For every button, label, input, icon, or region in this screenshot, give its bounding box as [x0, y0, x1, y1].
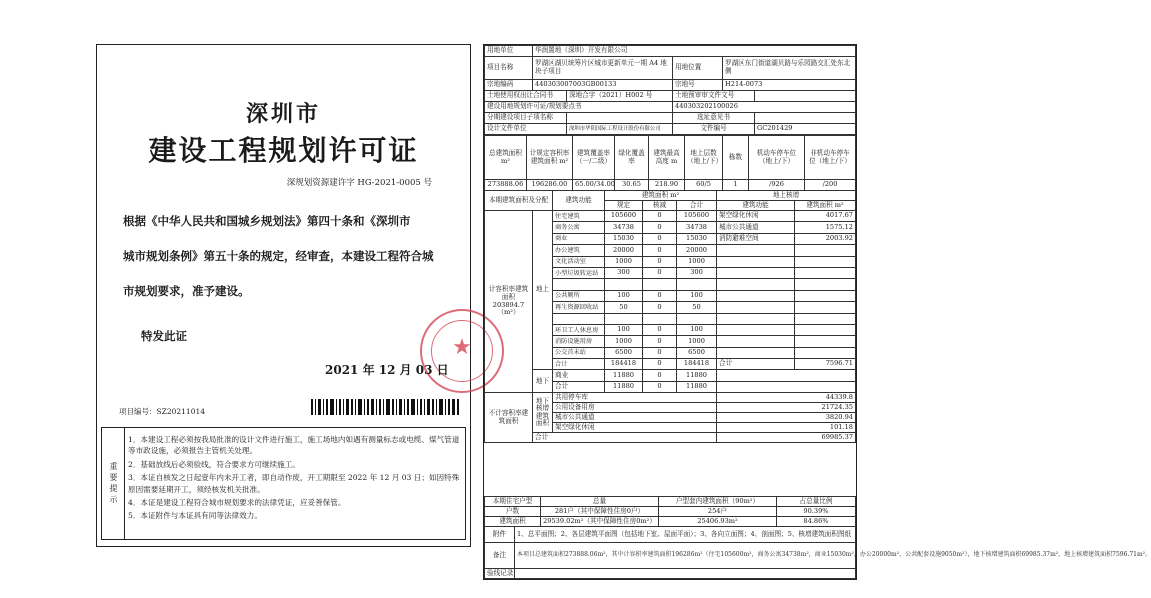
- label-parcel-code: 宗地编码: [485, 80, 533, 91]
- label-land-unit: 用地单位: [485, 46, 533, 57]
- value-land-location: 罗湖区东门街道湖贝路与乐园路交汇处东北侧: [723, 57, 856, 80]
- table-cell: 公交首末站: [553, 347, 605, 358]
- table-cell: 合计: [553, 359, 605, 370]
- label-parcel-number: 宗地号: [673, 80, 723, 91]
- housing-cell: 建筑面积: [485, 517, 541, 527]
- table-cell: 6500: [605, 347, 643, 358]
- table-cell: 0: [643, 302, 677, 313]
- metrics-value: 273888.06: [485, 180, 527, 191]
- city-title: 深圳市: [245, 101, 321, 127]
- housing-table: [484, 496, 856, 527]
- table-row: [485, 393, 856, 403]
- table-cell: [795, 347, 856, 358]
- table-cell: 0: [643, 222, 677, 233]
- metrics-header: 机动车停车位（地上/下）: [749, 136, 805, 180]
- table-cell: 184418: [605, 359, 643, 370]
- housing-header-under90: 户型套内建筑面积（90m²）: [659, 497, 777, 507]
- table-cell: 公用设备用房: [553, 403, 717, 413]
- table-cell: 0: [643, 381, 677, 392]
- table-cell: 34738: [677, 222, 717, 233]
- table-cell: 7596.71: [795, 359, 856, 370]
- table-cell: [717, 256, 795, 267]
- table-cell: [605, 279, 643, 290]
- underground-increase-label: 地下核增建筑面积: [533, 393, 553, 433]
- metrics-value-row: [485, 180, 856, 191]
- table-cell: 商务公寓: [553, 222, 605, 233]
- area-header-bfunc: 建筑功能: [717, 201, 795, 211]
- table-cell: 合计: [553, 381, 605, 392]
- table-cell: 0: [643, 359, 677, 370]
- check-record-label: 验线记录: [485, 569, 515, 579]
- area-header-sum: 合计: [677, 201, 717, 211]
- table-cell: [677, 279, 717, 290]
- table-cell: 0: [643, 336, 677, 347]
- table-cell: 城市公共通道: [553, 413, 717, 423]
- table-cell: 0: [643, 290, 677, 301]
- table-cell: 架空绿化休闲: [553, 423, 717, 433]
- above-ground-label: 地上: [533, 211, 553, 370]
- table-cell: 消防设施用房: [553, 336, 605, 347]
- label-design-unit: 设计文件单位: [485, 124, 567, 135]
- table-cell: 1000: [605, 256, 643, 267]
- table-cell: 20000: [677, 245, 717, 256]
- notice-item: 1．本建设工程必须按我局批准的设计文件进行施工，施工场地内如遇有测量标志或电缆、煤气管道等市政设施，必须报告主管机关处理。: [128, 435, 460, 456]
- value-land-unit: 华润置地（深圳）开发有限公司: [533, 46, 856, 57]
- table-cell: [795, 290, 856, 301]
- value-land-contract: 深地合字（2021）H002 号: [567, 91, 673, 102]
- metrics-header: 地上层数（地上/下）: [685, 136, 723, 180]
- housing-cell: 281户（其中保障性住房0户）: [541, 507, 659, 517]
- table-cell: 1000: [677, 336, 717, 347]
- housing-header-ratio: 占总量比例: [777, 497, 856, 507]
- table-cell: [795, 302, 856, 313]
- permit-attachment-table: [483, 44, 1151, 580]
- table-cell: [795, 256, 856, 267]
- table-cell: [795, 245, 856, 256]
- table-cell: 城市公共通道: [717, 222, 795, 233]
- table-cell: 15030: [677, 233, 717, 244]
- table-cell: 105600: [677, 211, 717, 222]
- label-project-name: 项目名称: [485, 57, 533, 80]
- metrics-value: /200: [805, 180, 856, 191]
- metrics-header: 总建筑面积 m²: [485, 136, 527, 180]
- table-cell: 0: [643, 245, 677, 256]
- attachment-label: 附件: [485, 527, 515, 543]
- table-cell: 2003.92: [795, 233, 856, 244]
- barcode-icon: [311, 399, 461, 415]
- label-site-opinion: 选址意见书: [673, 113, 755, 124]
- metrics-value: 30.65: [615, 180, 649, 191]
- table-cell: 合计: [533, 433, 717, 443]
- label-planning-permit: 建设用地规划许可证/规划要点书: [485, 102, 673, 113]
- value-land-review: [755, 91, 856, 102]
- table-cell: 消防避难空间: [717, 233, 795, 244]
- special-issue-text: 特发此证: [141, 329, 187, 343]
- label-land-location: 用地位置: [673, 57, 723, 80]
- attachment-text: 1、总平面图；2、各层建筑平面图（包括地下室、屋面平面）；3、各向立面图；4、剖面图；5、核增建筑面积图纸: [515, 527, 856, 543]
- note-label: 备注: [485, 543, 515, 569]
- certificate-number: 深规划资源建许字 HG-2021-0005 号: [286, 178, 432, 188]
- value-project-name: 罗湖区湖贝统筹片区城市更新单元一期 A4 地块子项目: [533, 57, 673, 80]
- table-cell: 商业: [553, 233, 605, 244]
- value-parcel-number: H214-0073: [723, 80, 856, 91]
- table-cell: 3820.94: [717, 413, 856, 423]
- label-document-number: 文件编号: [673, 124, 755, 135]
- notice-item: 3．本证自核发之日起壹年内未开工者，即自动作废，开工期限至 2022 年 12 月 03 日；如因特殊原因需要延期开工，须经核发机关批准。: [128, 473, 460, 494]
- table-cell: [717, 336, 795, 347]
- notice-item: 4．本证是建设工程符合城市规划要求的法律凭证，应妥善保管。: [128, 497, 346, 507]
- value-design-unit: 深圳市华阳国际工程设计股份有限公司: [567, 124, 673, 135]
- table-cell: [553, 279, 605, 290]
- basis-text-line-1: 根据《中华人民共和国城乡规划法》第四十条和《深圳市: [123, 214, 411, 228]
- table-cell: 0: [643, 267, 677, 278]
- metrics-value: /926: [749, 180, 805, 191]
- table-cell: [717, 245, 795, 256]
- metrics-header: 建筑最高高度 m: [649, 136, 685, 180]
- table-cell: 再生资源回收站: [553, 302, 605, 313]
- area-header-plan: 规定: [605, 201, 643, 211]
- metrics-value: 60/5: [685, 180, 723, 191]
- table-cell: [795, 324, 856, 335]
- table-cell: 100: [605, 324, 643, 335]
- table-cell: 0: [643, 347, 677, 358]
- below-ground-label: 地下: [533, 370, 553, 393]
- attachment-section: [484, 526, 1151, 579]
- table-cell: [717, 347, 795, 358]
- table-cell: [717, 302, 795, 313]
- table-cell: 合计: [717, 359, 795, 370]
- table-cell: 0: [643, 370, 677, 381]
- area-header-section: 本期建筑面积及分配: [485, 191, 553, 211]
- table-cell: 住宅建筑: [553, 211, 605, 222]
- table-cell: [795, 336, 856, 347]
- notice-item: 2．基础放线后必须验线，符合要求方可继续施工。: [128, 459, 300, 469]
- check-record-value: [515, 569, 856, 579]
- metrics-header: 建筑覆盖率（一/二级）: [573, 136, 615, 180]
- table-cell: 44339.8: [717, 393, 856, 403]
- metrics-header: 绿化覆盖率: [615, 136, 649, 180]
- issue-date: 2021 年 12 月 03 日: [325, 363, 449, 377]
- area-header-barea: 建筑面积 m²: [795, 201, 856, 211]
- table-cell: 4017.67: [795, 211, 856, 222]
- housing-cell: 254户: [659, 507, 777, 517]
- metrics-header: 非机动车停车位（地上/下）: [805, 136, 856, 180]
- housing-header-total: 总量: [541, 497, 659, 507]
- table-cell: [605, 313, 643, 324]
- table-cell: 100: [677, 290, 717, 301]
- table-cell: [795, 313, 856, 324]
- table-cell: [717, 267, 795, 278]
- table-cell: 办公建筑: [553, 245, 605, 256]
- table-cell: 1575.12: [795, 222, 856, 233]
- metrics-value: 1: [723, 180, 749, 191]
- table-cell: 21724.35: [717, 403, 856, 413]
- notice-label: 重要提示: [102, 428, 125, 539]
- official-seal: ★: [420, 309, 504, 393]
- value-document-number: GC201429: [755, 124, 856, 135]
- table-cell: 15030: [605, 233, 643, 244]
- table-cell: [717, 370, 856, 381]
- table-cell: [643, 279, 677, 290]
- housing-cell: 户数: [485, 507, 541, 517]
- table-row: [485, 370, 856, 381]
- far-area-label: 计容积率建筑面积 203894.7 （m²）: [485, 211, 533, 393]
- table-cell: [717, 279, 795, 290]
- area-header-above-increase: 地上核增: [717, 191, 856, 201]
- metrics-header: 栋数: [723, 136, 749, 180]
- table-cell: 105600: [605, 211, 643, 222]
- notice-item: 5．本证附件与本证具有同等法律效力。: [128, 511, 262, 521]
- table-cell: 1000: [677, 256, 717, 267]
- table-cell: 11880: [677, 370, 717, 381]
- item-number: 项目编号：SZ20211014: [119, 407, 206, 416]
- metrics-header: 计规定容积率建筑面积 m²: [527, 136, 573, 180]
- area-header-verify: 核减: [643, 201, 677, 211]
- table-cell: 100: [677, 324, 717, 335]
- table-cell: 0: [643, 324, 677, 335]
- table-cell: 0: [643, 233, 677, 244]
- table-cell: 0: [643, 211, 677, 222]
- housing-cell: 84.86%: [777, 517, 856, 527]
- table-cell: 文化活动室: [553, 256, 605, 267]
- table-cell: [717, 324, 795, 335]
- table-cell: [643, 313, 677, 324]
- value-site-opinion: [755, 113, 856, 124]
- table-cell: [795, 267, 856, 278]
- table-cell: 34738: [605, 222, 643, 233]
- metrics-value: 218.90: [649, 180, 685, 191]
- table-cell: 20000: [605, 245, 643, 256]
- table-cell: 商业: [553, 370, 605, 381]
- table-row: [485, 433, 856, 443]
- non-far-area-label: 不计容积率建筑面积: [485, 393, 533, 443]
- table-cell: 50: [605, 302, 643, 313]
- table-cell: [717, 290, 795, 301]
- housing-cell: 25406.93m²: [659, 517, 777, 527]
- table-cell: 69985.37: [717, 433, 856, 443]
- table-cell: [795, 279, 856, 290]
- table-cell: 300: [677, 267, 717, 278]
- table-cell: 100: [605, 290, 643, 301]
- table-cell: 0: [643, 256, 677, 267]
- metrics-value: 65.00/34.00: [573, 180, 615, 191]
- area-header-total: 建筑面积 m²: [605, 191, 717, 201]
- table-cell: 1000: [605, 336, 643, 347]
- area-distribution-table: [484, 190, 856, 443]
- table-row: [485, 211, 856, 222]
- label-phase-name: 分期建设项目子项名称: [485, 113, 567, 124]
- table-cell: 11880: [605, 381, 643, 392]
- table-cell: [677, 313, 717, 324]
- table-cell: 环卫工人休息房: [553, 324, 605, 335]
- area-header-function: 建筑功能: [553, 191, 605, 211]
- table-cell: 6500: [677, 347, 717, 358]
- metrics-value: 196286.00: [527, 180, 573, 191]
- table-cell: 架空绿化休闲: [717, 211, 795, 222]
- value-parcel-code: 440303007003GB00133: [533, 80, 673, 91]
- table-cell: 共用停车库: [553, 393, 717, 403]
- label-land-review: 土地预审审文件文号: [673, 91, 755, 102]
- table-cell: 101.18: [717, 423, 856, 433]
- table-cell: [717, 381, 856, 392]
- certificate-title: 建设工程规划许可证: [148, 134, 419, 167]
- housing-cell: 29539.02m²（其中保障性住房0m²）: [541, 517, 659, 527]
- table-cell: 公共厕所: [553, 290, 605, 301]
- table-cell: 50: [677, 302, 717, 313]
- metrics-header-row: [485, 136, 856, 180]
- housing-cell: 90.39%: [777, 507, 856, 517]
- housing-header-label: 本期住宅户型: [485, 497, 541, 507]
- table-cell: 300: [605, 267, 643, 278]
- note-text: 本项目总建筑面积273888.06m²，其中计容积率建筑面积196286m²（住宅105600m²，商务公寓34738m²，商业15030m²，办公20000m²，公共配套设施9050m²），地下核增建筑面积69985.37m²，地上核增建筑面积7596.71m²。: [515, 543, 856, 569]
- value-phase-name: [567, 113, 673, 124]
- table-cell: 184418: [677, 359, 717, 370]
- table-cell: [553, 313, 605, 324]
- table-cell: 小型垃圾转运站: [553, 267, 605, 278]
- table-cell: 11880: [677, 381, 717, 392]
- important-notice-box: [101, 427, 466, 540]
- table-cell: [717, 313, 795, 324]
- label-land-contract: 土地使用权出让合同书: [485, 91, 567, 102]
- basis-text-line-3: 市规划要求，准予建设。: [123, 284, 250, 298]
- basis-text-line-2: 城市规划条例》第五十条的规定，经审查，本建设工程符合城: [123, 249, 434, 263]
- permit-certificate: [96, 44, 471, 547]
- table-cell: 11880: [605, 370, 643, 381]
- value-planning-permit: 440303202100026: [673, 102, 856, 113]
